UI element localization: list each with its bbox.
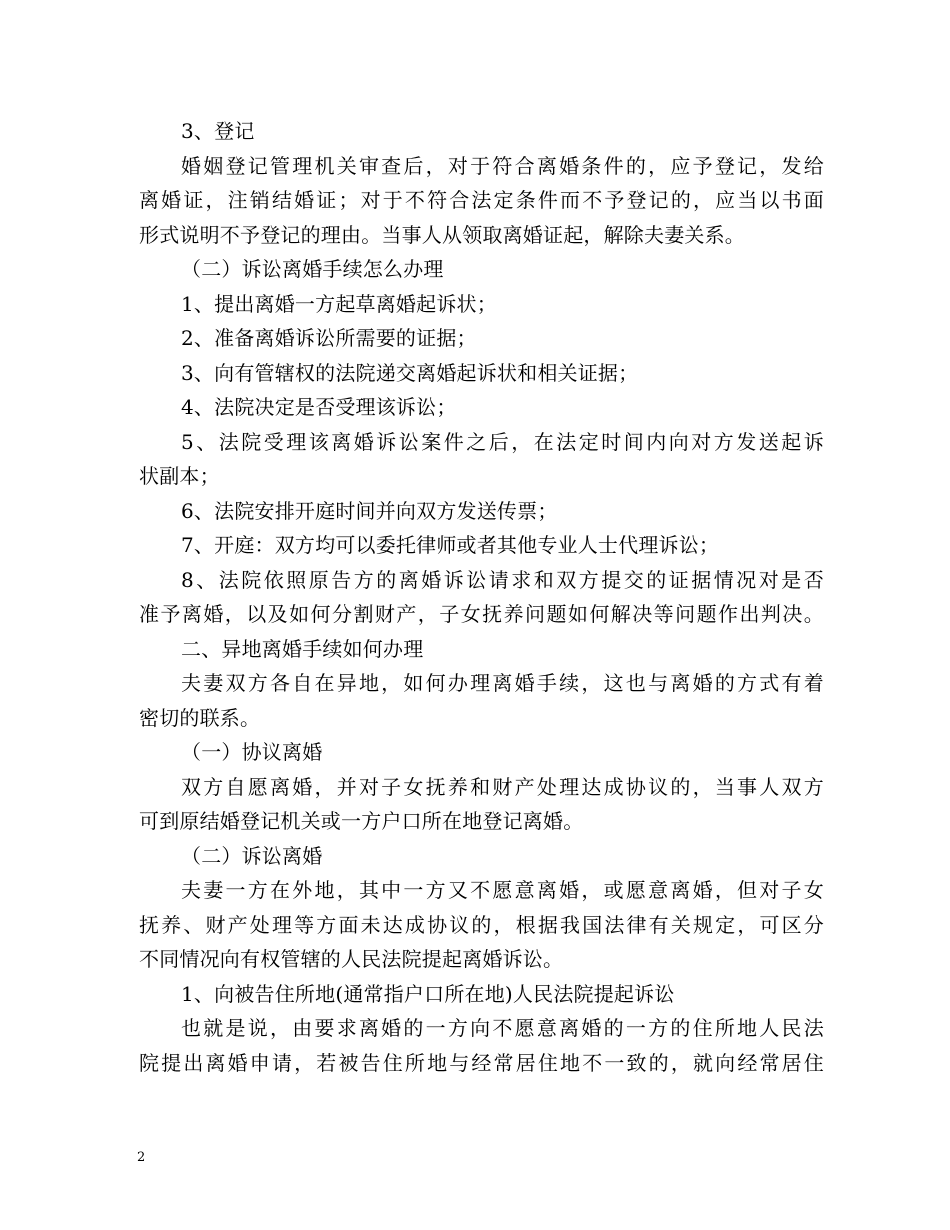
body-line: 密切的联系。: [139, 705, 261, 730]
body-line: 院提出离婚申请，若被告住所地与经常居住地不一致的，就向经常居住: [139, 1050, 824, 1075]
section-heading: （二）诉讼离婚手续怎么办理: [181, 257, 444, 281]
body-line: 双方自愿离婚，并对子女抚养和财产处理达成协议的，当事人双方: [181, 774, 824, 799]
body-line: 准予离婚，以及如何分割财产，子女抚养问题如何解决等问题作出判决。: [139, 602, 824, 626]
section-heading: 二、异地离婚手续如何办理: [181, 636, 424, 661]
list-item: 2、准备离婚诉讼所需要的证据；: [181, 326, 477, 350]
body-line: 不同情况向有权管辖的人民法院提起离婚诉讼。: [139, 947, 564, 971]
body-line: 离婚证，注销结婚证；对于不符合法定条件而不予登记的，应当以书面: [139, 188, 824, 212]
list-item: 8、法院依照原告方的离婚诉讼请求和双方提交的证据情况对是否: [181, 567, 824, 592]
body-line: 3、登记: [181, 119, 255, 143]
body-line: 抚养、财产处理等方面未达成协议的，根据我国法律有关规定，可区分: [139, 912, 824, 937]
page-number: 2: [137, 1150, 146, 1165]
list-item: 6、法院安排开庭时间并向双方发送传票；: [181, 498, 558, 523]
list-item: 3、向有管辖权的法院递交离婚起诉状和相关证据；: [181, 360, 639, 385]
body-line: 也就是说，由要求离婚的一方向不愿意离婚的一方的住所地人民法: [181, 1016, 824, 1040]
document-body: [139, 114, 824, 1080]
list-item: 7、开庭：双方均可以委托律师或者其他专业人士代理诉讼；: [181, 533, 720, 557]
body-line: 婚姻登记管理机关审查后，对于符合离婚条件的，应予登记，发给: [181, 153, 824, 178]
list-item: 5、法院受理该离婚诉讼案件之后，在法定时间内向对方发送起诉: [181, 429, 824, 454]
body-line: 夫妻一方在外地，其中一方又不愿意离婚，或愿意离婚，但对子女: [181, 878, 824, 902]
body-line: 状副本；: [139, 464, 220, 488]
body-line: 形式说明不予登记的理由。当事人从领取离婚证起，解除夫妻关系。: [139, 222, 745, 247]
section-heading: （一）协议离婚: [181, 740, 323, 764]
list-item: 4、法院决定是否受理该诉讼；: [181, 395, 457, 419]
body-line: 可到原结婚登记机关或一方户口所在地登记离婚。: [139, 809, 584, 833]
list-item: 1、提出离婚一方起草离婚起诉状；: [181, 291, 497, 316]
list-item: 1、向被告住所地(通常指户口所在地)人民法院提起诉讼: [181, 981, 675, 1006]
section-heading: （二）诉讼离婚: [181, 843, 323, 868]
body-line: 夫妻双方各自在异地，如何办理离婚手续，这也与离婚的方式有着: [181, 671, 824, 695]
